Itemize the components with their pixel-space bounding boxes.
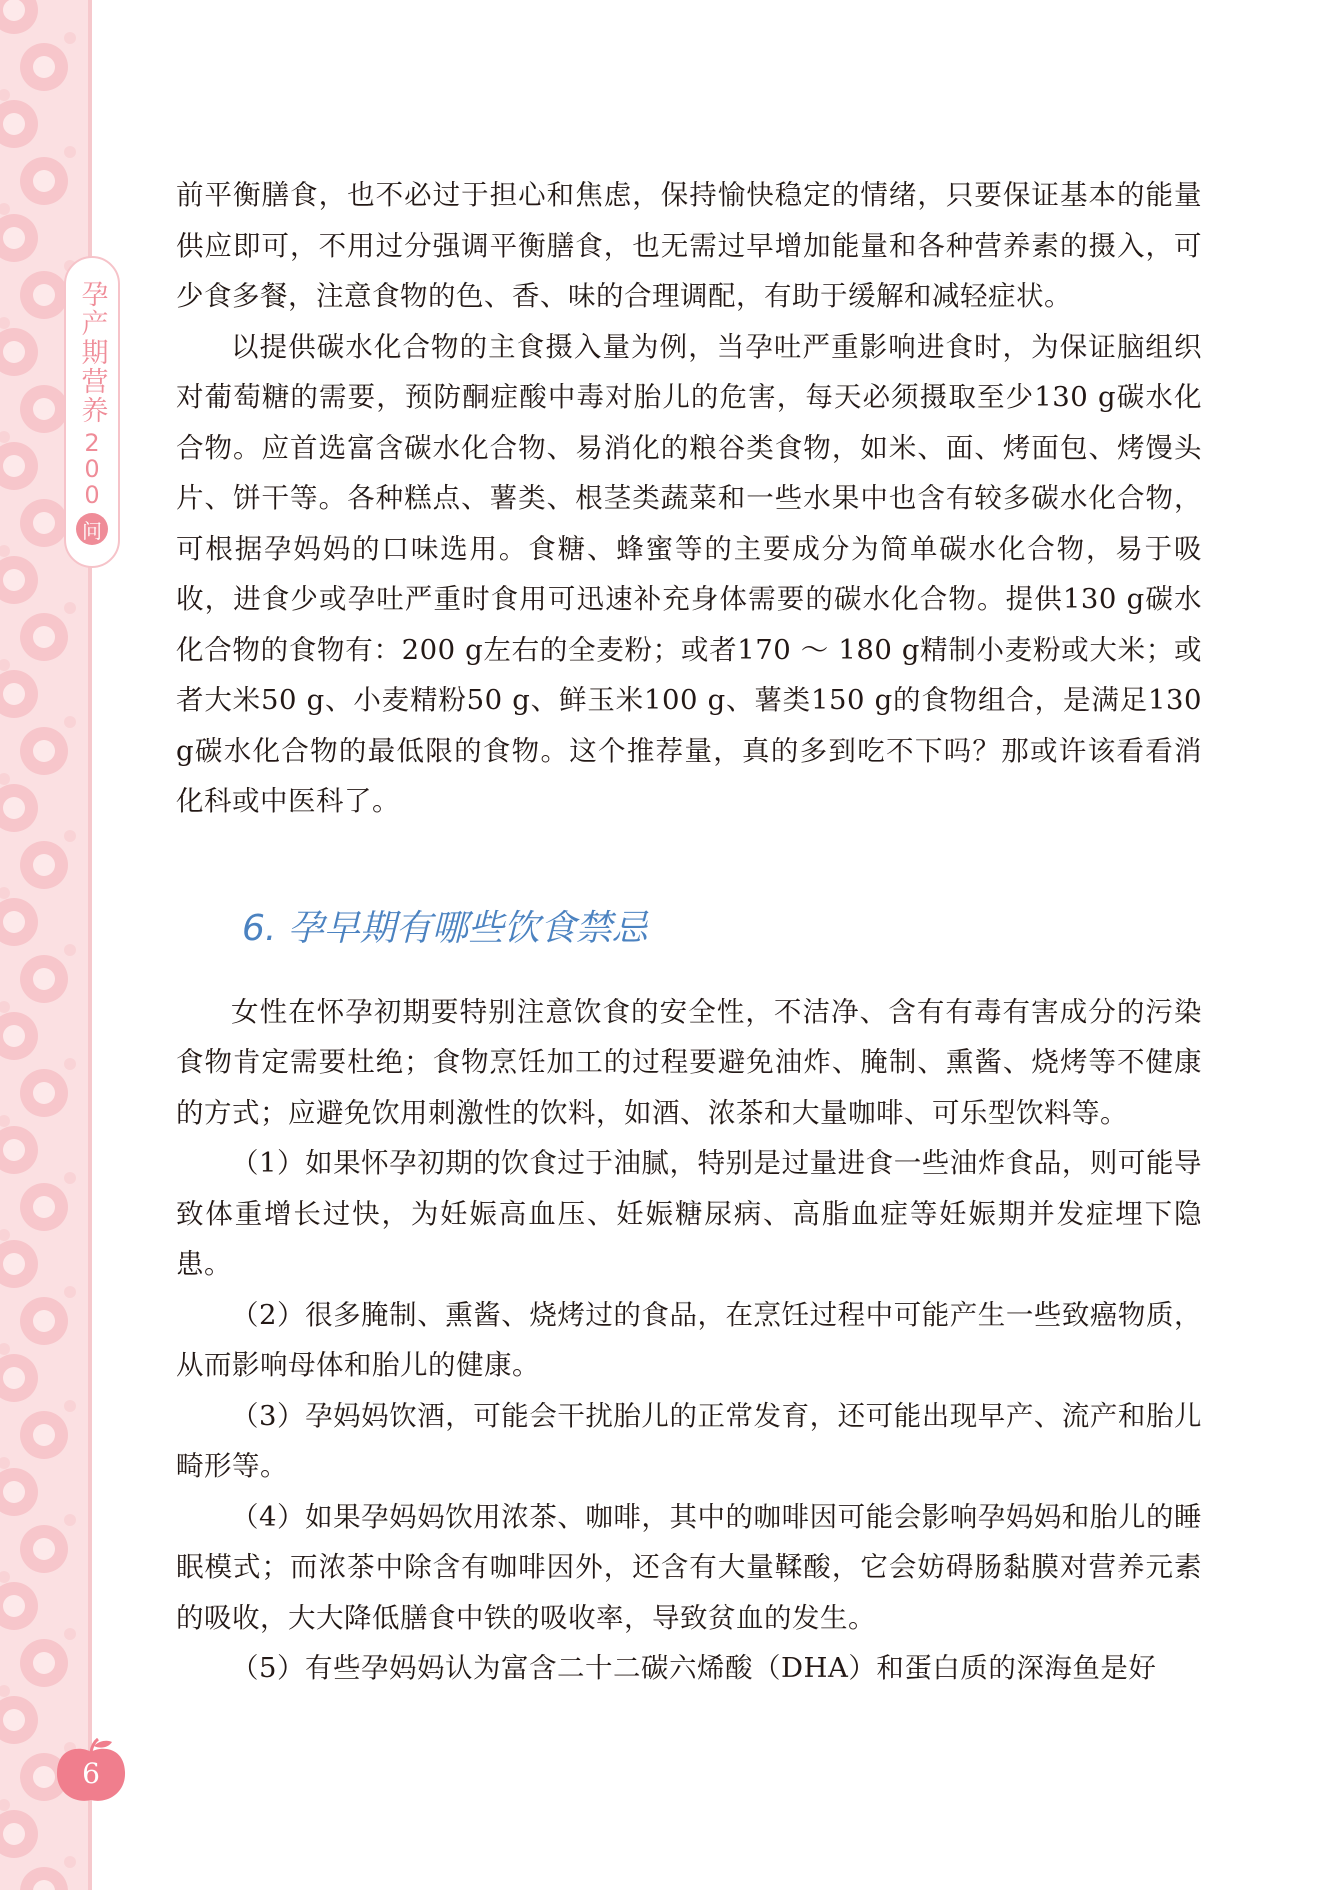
pattern-ring-inner xyxy=(3,911,25,933)
pattern-ring-inner xyxy=(33,284,55,306)
paragraph: （2）很多腌制、熏酱、烧烤过的食品，在烹饪过程中可能产生一些致癌物质，从而影响母体和胎儿的健康。 xyxy=(176,1298,1202,1381)
pattern-dot xyxy=(64,602,76,614)
pattern-dot xyxy=(64,944,76,956)
pattern-ring-inner xyxy=(3,113,25,135)
pattern-ring-inner xyxy=(33,968,55,990)
pattern-ring-inner xyxy=(33,56,55,78)
pattern-ring-inner xyxy=(3,1595,25,1617)
book-title-tab xyxy=(64,256,120,568)
pattern-dot xyxy=(0,773,10,785)
pattern-dot xyxy=(64,146,76,158)
pattern-ring-inner xyxy=(3,1481,25,1503)
pattern-dot xyxy=(0,1685,10,1697)
paragraph: （1）如果怀孕初期的饮食过于油腻，特别是过量进食一些油炸食品，则可能导致体重增长过快，为妊娠高血压、妊娠糖尿病、高脂血症等妊娠期并发症埋下隐患。 xyxy=(176,1147,1202,1280)
pattern-dot xyxy=(0,887,10,899)
pattern-dot xyxy=(0,1115,10,1127)
book-title: 孕产期营养 xyxy=(76,280,108,425)
pattern-dot xyxy=(64,1400,76,1412)
pattern-dot xyxy=(0,1571,10,1583)
pattern-ring-inner xyxy=(3,683,25,705)
pattern-dot xyxy=(64,830,76,842)
pattern-ring-inner xyxy=(33,740,55,762)
book-title-number: 200 xyxy=(78,429,106,507)
pattern-ring-inner xyxy=(33,1424,55,1446)
pattern-dot xyxy=(64,1628,76,1640)
pattern-dot xyxy=(0,317,10,329)
pattern-ring-inner xyxy=(3,0,25,21)
pattern-ring-inner xyxy=(3,1367,25,1389)
pattern-ring-inner xyxy=(3,455,25,477)
pattern-dot xyxy=(0,1229,10,1241)
paragraph: （5）有些孕妈妈认为富含二十二碳六烯酸（DHA）和蛋白质的深海鱼是好 xyxy=(231,1652,1157,1684)
pattern-ring-inner xyxy=(33,1196,55,1218)
section-heading: 6. 孕早期有哪些饮食禁忌 xyxy=(242,907,648,949)
pattern-dot xyxy=(64,1856,76,1868)
pattern-ring-inner xyxy=(33,512,55,534)
pattern-ring-inner xyxy=(33,1652,55,1674)
pattern-dot xyxy=(64,1058,76,1070)
paragraph: 以提供碳水化合物的主食摄入量为例，当孕吐严重影响进食时，为保证脑组织对葡萄糖的需要，预防酮症酸中毒对胎儿的危害，每天必须摄取至少130 g碳水化合物。应首选富含碳水化合物、易消化的粮谷类食物，如米、面、烤面包、烤馒头片、饼干等。各种糕点、薯类、根茎类蔬菜和一些水果中也含有较多碳水化合物，可根据孕妈妈的口味选用。食糖、蜂蜜等的主要成分为简单碳水化合物，易于吸收，进食少或孕吐严重时食用可迅速补充身体需要的碳水化合物。提供130 g碳水化合物的食物有：200 g左右的全麦粉；或者170 ～ 180 g精制小麦粉或大米；或者大米50 g、小麦精粉50 g、鲜玉米100 g、薯类150 g的食物组合，是满足130 g碳水化合物的最低限的食物。这个推荐量，真的多到吃不下吗？那或许该看看消化科或中医科了。 xyxy=(176,330,1202,817)
paragraph: 女性在怀孕初期要特别注意饮食的安全性，不洁净、含有有毒有害成分的污染食物肯定需要杜绝；食物烹饪加工的过程要避免油炸、腌制、熏酱、烧烤等不健康的方式；应避免饮用刺激性的饮料，如酒、浓茶和大量咖啡、可乐型饮料等。 xyxy=(176,995,1202,1129)
pattern-ring-inner xyxy=(3,1139,25,1161)
pattern-ring-inner xyxy=(3,1823,25,1845)
page-content xyxy=(176,170,1202,1694)
pattern-ring-inner xyxy=(33,170,55,192)
pattern-dot xyxy=(64,32,76,44)
pattern-dot xyxy=(0,659,10,671)
pattern-dot xyxy=(0,1343,10,1355)
pattern-dot xyxy=(0,1457,10,1469)
pattern-dot xyxy=(0,431,10,443)
pattern-ring-inner xyxy=(33,398,55,420)
pattern-dot xyxy=(64,716,76,728)
pattern-dot xyxy=(0,1799,10,1811)
page-number: 6 xyxy=(82,1757,100,1790)
pattern-dot xyxy=(0,545,10,557)
pattern-ring-inner xyxy=(3,1709,25,1731)
pattern-dot xyxy=(0,203,10,215)
pattern-ring-inner xyxy=(33,1082,55,1104)
paragraph-continued: 前平衡膳食，也不必过于担心和焦虑，保持愉快稳定的情绪，只要保证基本的能量供应即可，不用过分强调平衡膳食，也无需过早增加能量和各种营养素的摄入，可少食多餐，注意食物的色、香、味的合理调配，有助于缓解和减轻症状。 xyxy=(176,179,1202,312)
pattern-ring-inner xyxy=(3,797,25,819)
pattern-ring-inner xyxy=(33,1310,55,1332)
pattern-ring-inner xyxy=(3,341,25,363)
paragraph: （4）如果孕妈妈饮用浓茶、咖啡，其中的咖啡因可能会影响孕妈妈和胎儿的睡眠模式；而浓茶中除含有咖啡因外，还含有大量鞣酸，它会妨碍肠黏膜对营养元素的吸收，大大降低膳食中铁的吸收率，导致贫血的发生。 xyxy=(176,1500,1202,1634)
pattern-ring-inner xyxy=(33,626,55,648)
pattern-dot xyxy=(0,89,10,101)
pattern-dot xyxy=(64,1172,76,1184)
pattern-ring-inner xyxy=(3,1253,25,1275)
book-title-suffix: 问 xyxy=(76,513,108,545)
pattern-dot xyxy=(64,1286,76,1298)
pattern-ring-inner xyxy=(3,1025,25,1047)
pattern-ring-inner xyxy=(3,569,25,591)
pattern-ring-inner xyxy=(3,227,25,249)
paragraph: （3）孕妈妈饮酒，可能会干扰胎儿的正常发育，还可能出现早产、流产和胎儿畸形等。 xyxy=(176,1399,1202,1482)
pattern-ring-inner xyxy=(33,854,55,876)
pattern-dot xyxy=(64,1514,76,1526)
pattern-ring-inner xyxy=(33,1538,55,1560)
pattern-dot xyxy=(0,1001,10,1013)
